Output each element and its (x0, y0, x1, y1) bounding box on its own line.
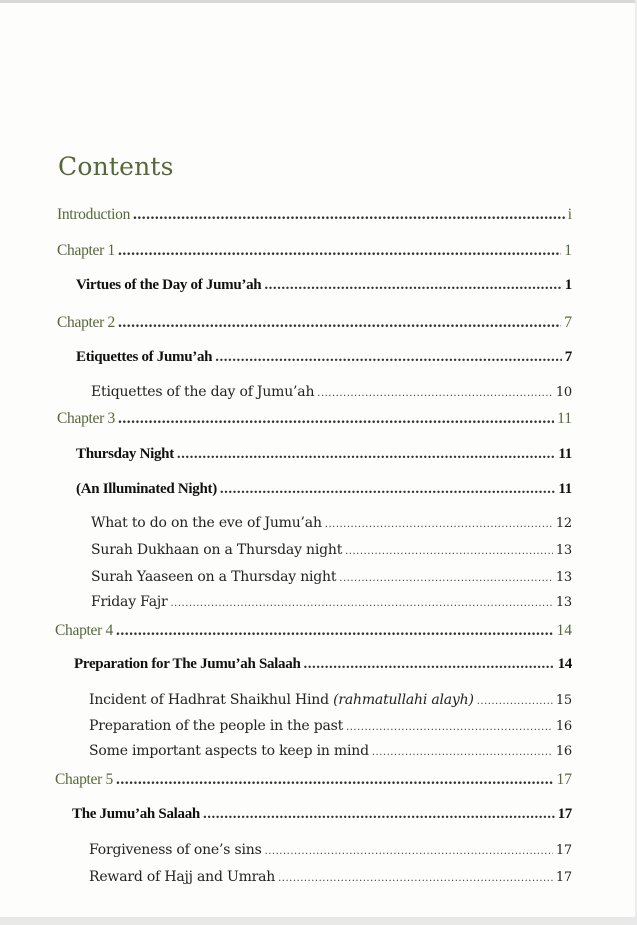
toc-label: Reward of Hajj and Umrah (89, 869, 276, 885)
toc-page-number: 1 (564, 277, 572, 293)
toc-page-number: 13 (555, 570, 572, 585)
toc-label-honorific: (rahmatullahi alayh) (333, 692, 474, 708)
toc-entry-introduction[interactable] (57, 206, 572, 224)
toc-label: Chapter 3 (57, 410, 115, 427)
toc-entry-subsection[interactable] (89, 692, 572, 708)
dot-leader (346, 722, 553, 733)
toc-entry-chapter-1[interactable] (57, 242, 572, 260)
toc-label: (An Illuminated Night) (76, 481, 217, 497)
dot-leader (177, 446, 556, 463)
dot-leader (116, 771, 554, 789)
dot-leader (372, 747, 553, 758)
toc-label: Forgiveness of one’s sins (89, 842, 262, 858)
toc-label: Introduction (57, 206, 131, 223)
toc-page-number: i (567, 206, 572, 223)
dot-leader (203, 806, 555, 823)
toc-entry-subsection[interactable] (91, 384, 572, 400)
toc-label: Preparation for The Jumu’ah Salaah (74, 656, 301, 672)
toc-label: Surah Yaaseen on a Thursday night (91, 569, 337, 585)
toc-page-number: 13 (555, 595, 572, 610)
toc-entry-subsection[interactable] (89, 743, 572, 759)
toc-page-number: 7 (564, 314, 572, 331)
toc-label: Friday Fajr (91, 594, 168, 610)
toc-entry-chapter-3[interactable] (57, 410, 572, 428)
dot-leader (339, 573, 553, 584)
toc-entry-chapter-5[interactable] (55, 771, 572, 789)
toc-entry-chapter-4[interactable] (55, 622, 572, 640)
toc-label (89, 692, 474, 708)
toc-label: Chapter 5 (55, 771, 113, 788)
toc-label: Preparation of the people in the past (89, 718, 344, 734)
dot-leader (171, 598, 553, 609)
toc-entry-section[interactable] (76, 349, 572, 366)
toc-label-text: Incident of Hadhrat Shaikhul Hind (89, 692, 329, 708)
toc-page-number: 11 (558, 481, 572, 497)
toc-label: What to do on the eve of Jumu’ah (91, 515, 322, 531)
toc-page-number: 1 (564, 242, 572, 259)
toc-entry-section[interactable] (76, 277, 572, 294)
toc-entry-subsection[interactable] (89, 869, 572, 885)
toc-entry-section[interactable] (74, 656, 572, 673)
toc-label: Etiquettes of the day of Jumu’ah (91, 384, 315, 400)
dot-leader (317, 388, 553, 399)
toc-entry-subsection[interactable] (89, 842, 572, 858)
dot-leader (118, 314, 561, 332)
toc-entry-subsection[interactable] (91, 569, 572, 585)
dot-leader (116, 622, 554, 640)
toc-entry-section[interactable] (76, 481, 572, 498)
toc-page-number: 11 (557, 410, 572, 427)
toc-page-number: 17 (555, 843, 572, 858)
dot-leader (215, 349, 562, 366)
dot-leader (304, 656, 555, 673)
dot-leader (265, 846, 553, 857)
dot-leader (133, 206, 565, 224)
toc-page-number: 17 (557, 806, 572, 822)
toc-page-number: 17 (556, 771, 572, 788)
toc-label: Chapter 4 (55, 622, 113, 639)
toc-page-number: 14 (556, 622, 572, 639)
toc-entry-subsection[interactable] (89, 718, 572, 734)
toc-page-number: 10 (555, 385, 572, 400)
page-title: Contents (58, 152, 174, 181)
toc-entry-subsection[interactable] (91, 594, 572, 610)
toc-page-number: 14 (557, 656, 572, 672)
dot-leader (477, 696, 553, 707)
toc-entry-chapter-2[interactable] (57, 314, 572, 332)
toc-label: The Jumu’ah Salaah (72, 806, 200, 822)
toc-label: Etiquettes of Jumu’ah (76, 349, 213, 365)
toc-page-number: 16 (555, 719, 572, 734)
dot-leader (345, 546, 553, 557)
toc-page-number: 17 (555, 870, 572, 885)
toc-page-number: 12 (555, 516, 572, 531)
toc-page-number: 7 (564, 349, 572, 365)
toc-entry-section[interactable] (72, 806, 572, 823)
dot-leader (264, 277, 561, 294)
toc-label: Thursday Night (76, 446, 174, 462)
toc-page-number: 16 (555, 744, 572, 759)
toc-entry-subsection[interactable] (91, 515, 572, 531)
toc-page-number: 15 (555, 693, 572, 708)
toc-label: Virtues of the Day of Jumu’ah (76, 277, 262, 293)
toc-label: Surah Dukhaan on a Thursday night (91, 542, 343, 558)
toc-label: Chapter 1 (57, 242, 115, 259)
dot-leader (118, 410, 554, 428)
toc-page-number: 13 (555, 543, 572, 558)
toc-entry-section[interactable] (76, 446, 572, 463)
toc-entry-subsection[interactable] (91, 542, 572, 558)
dot-leader (118, 242, 561, 260)
dot-leader (325, 519, 553, 530)
toc-page-number: 11 (558, 446, 572, 462)
toc-label: Chapter 2 (57, 314, 115, 331)
dot-leader (278, 873, 553, 884)
dot-leader (220, 481, 556, 498)
toc-label: Some important aspects to keep in mind (89, 743, 369, 759)
